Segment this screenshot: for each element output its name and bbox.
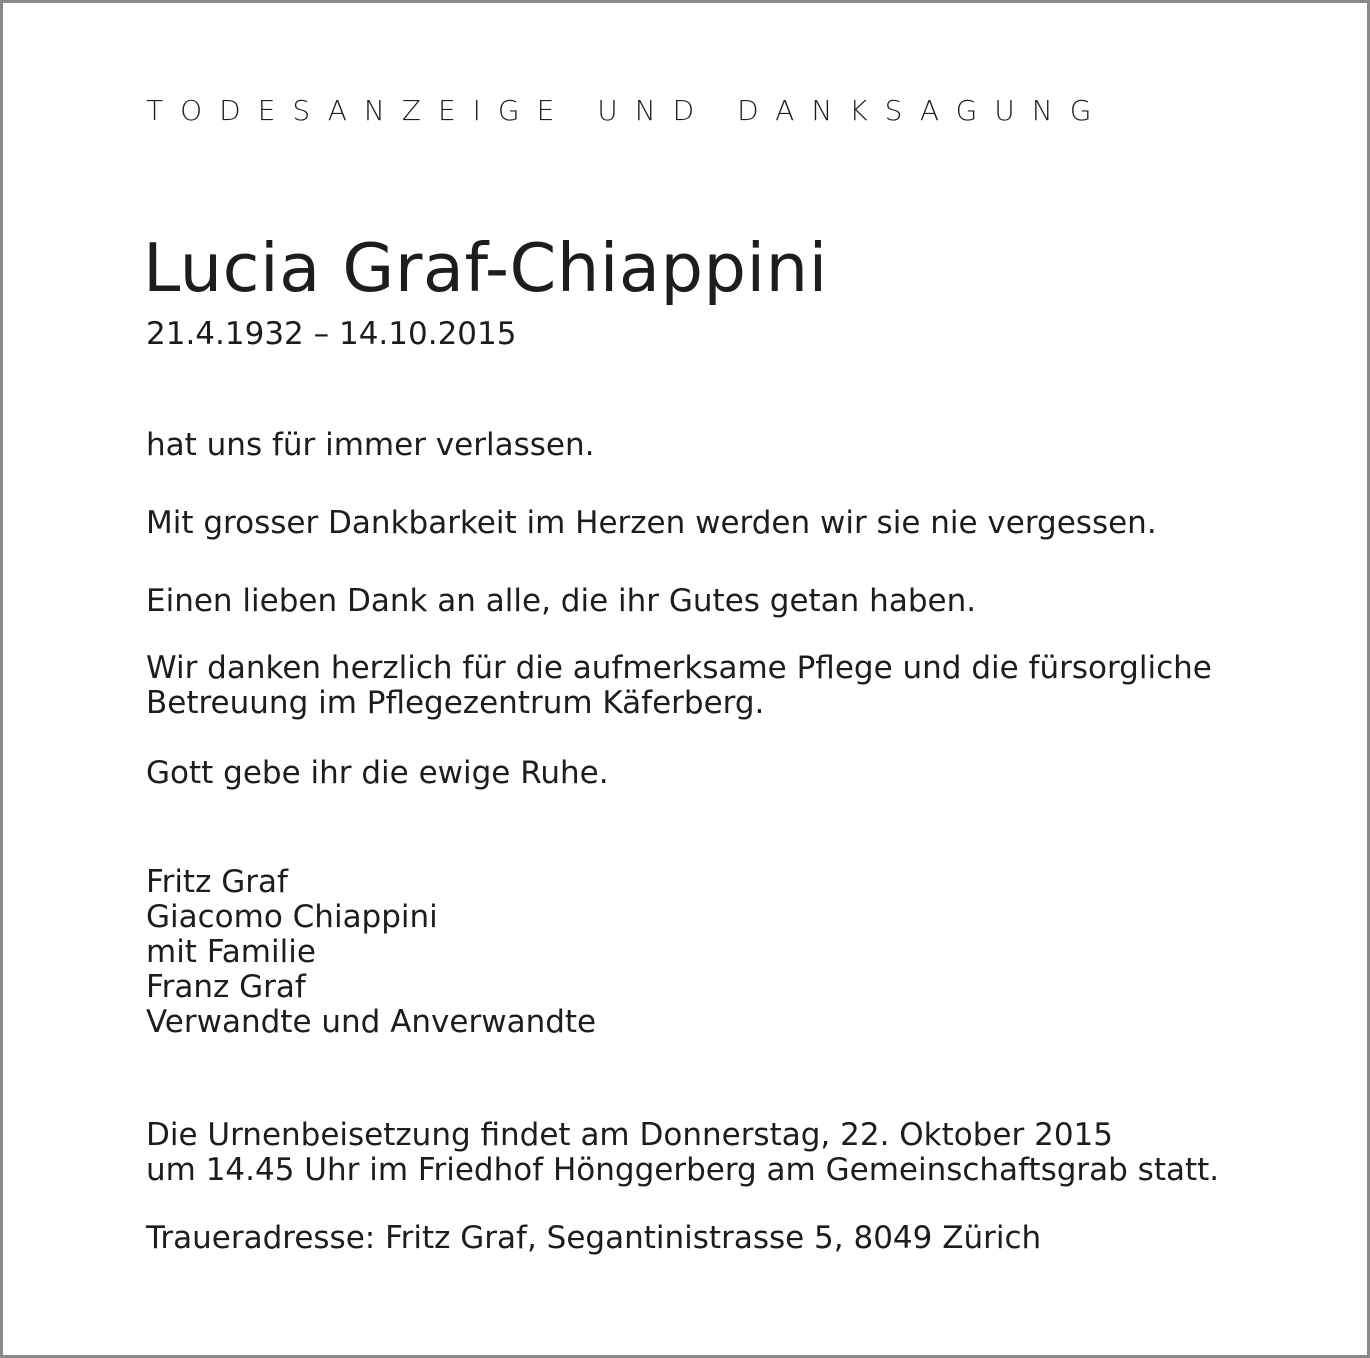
mourner-item: Fritz Graf bbox=[146, 864, 288, 900]
mourner-item: mit Familie bbox=[146, 934, 316, 970]
ceremony-line-1: Die Urnenbeisetzung findet am Donnerstag, 22. Oktober 2015 bbox=[146, 1117, 1113, 1153]
paragraph-thanks: Einen lieben Dank an alle, die ihr Gutes getan haben. bbox=[146, 583, 977, 619]
ceremony-info bbox=[146, 1118, 1219, 1188]
notice-heading: TODESANZEIGE UND DANKSAGUNG bbox=[146, 94, 1109, 127]
paragraph-rest: Gott gebe ihr die ewige Ruhe. bbox=[146, 755, 609, 791]
mourner-item: Franz Graf bbox=[146, 969, 306, 1005]
mourners-list bbox=[146, 865, 596, 1040]
mourner-item: Verwandte und Anverwandte bbox=[146, 1004, 597, 1040]
paragraph-care-thanks bbox=[146, 651, 1212, 721]
paragraph-left-us: hat uns für immer verlassen. bbox=[146, 427, 595, 463]
paragraph-gratitude: Mit grosser Dankbarkeit im Herzen werden wir sie nie vergessen. bbox=[146, 505, 1157, 541]
life-dates: 21.4.1932 – 14.10.2015 bbox=[146, 316, 517, 352]
mourner-item: Giacomo Chiappini bbox=[146, 899, 438, 935]
care-thanks-line-1: Wir danken herzlich für die aufmerksame Pflege und die fürsorgliche bbox=[146, 650, 1212, 686]
care-thanks-line-2: Betreuung im Pflegezentrum Käferberg. bbox=[146, 685, 765, 721]
deceased-name: Lucia Graf-Chiappini bbox=[143, 229, 828, 307]
mourning-address: Traueradresse: Fritz Graf, Segantinistrasse 5, 8049 Zürich bbox=[146, 1220, 1042, 1256]
ceremony-line-2: um 14.45 Uhr im Friedhof Hönggerberg am Gemeinschaftsgrab statt. bbox=[146, 1152, 1220, 1188]
